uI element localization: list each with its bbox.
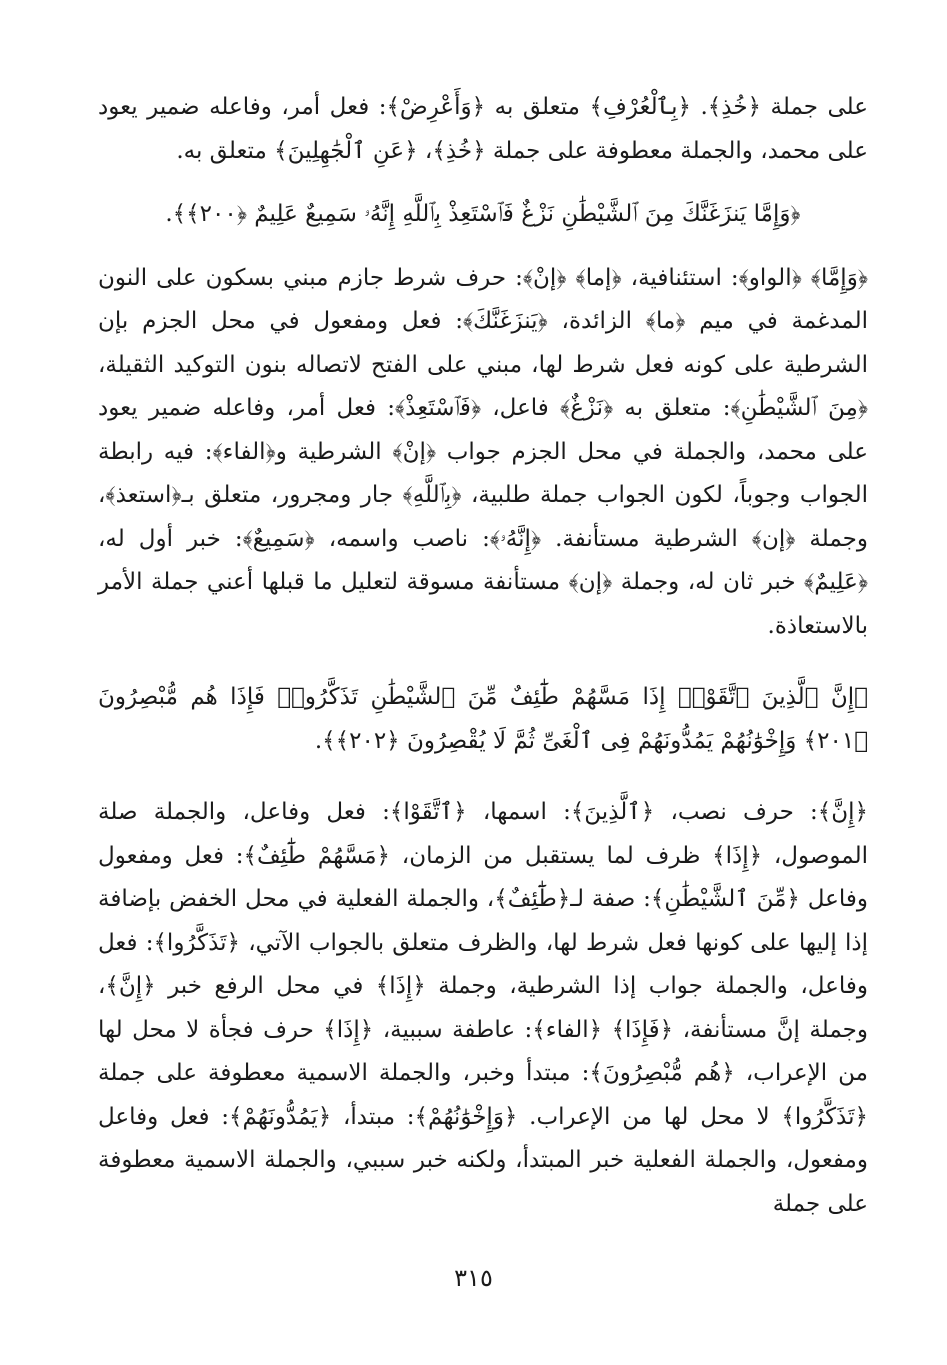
paragraph-2: ﴿وَإِمَّا﴾ ﴿الواو﴾: استئنافية، ﴿إما﴾ ﴿إنْ﴾: حرف شرط جازم مبني بسكون على النون المدغمة في ميم ﴿ما﴾ الزائدة، ﴿يَنزَغَنَّكَ﴾: فعل ومفعول في محل الجزم بإن الشرطية على كونه فعل شرط لها، مبني على الفتح لاتصاله بنون التوكيد الثقيلة، ﴿مِنَ ٱلشَّيْطَٰنِ﴾: متعلق به ﴿نَزْغٌ﴾ فاعل، ﴿فَٱسْتَعِذْ﴾: فعل أمر، وفاعله ضمير يعود على محمد، والجملة في محل الجزم جواب ﴿إنْ﴾ الشرطية و﴿الفاء﴾: فيه رابطة الجواب وجوباً، لكون الجواب جملة طلبية، ﴿بِٱللَّهِ﴾ جار ومجرور، متعلق بـ﴿استعذ﴾، وجملة ﴿إن﴾ الشرطية مستأنفة. ﴿إِنَّهُۥ﴾: ناصب واسمه، ﴿سَمِيعٌ﴾: خبر أول له، ﴿عَلِيمٌ﴾ خبر ثان له، وجملة ﴿إن﴾ مستأنفة مسوقة لتعليل ما قبلها أعني جملة الأمر بالاستعاذة.: [98, 264, 868, 639]
page-body: [98, 86, 868, 1226]
paragraph-3: ﴿إِنَّ﴾: حرف نصب، ﴿ٱلَّذِينَ﴾: اسمها، ﴿ٱتَّقَوْا﴾: فعل وفاعل، والجملة صلة الموصول، ﴿إِذَا﴾ ظرف لما يستقبل من الزمان، ﴿مَسَّهُمْ طَٰٓئِفٌ﴾: فعل ومفعول وفاعل ﴿مِّنَ ٱلشَّيْطَٰنِ﴾: صفة لـ﴿طَٰٓئِفٌ﴾، والجملة الفعلية في محل الخفض بإضافة إذا إليها على كونها فعل شرط لها، والظرف متعلق بالجواب الآتي، ﴿تَذَكَّرُوا﴾: فعل وفاعل، والجملة جواب إذا الشرطية، وجملة ﴿إِذَا﴾ في محل الرفع خبر ﴿إِنَّ﴾، وجملة إنَّ مستأنفة، ﴿فَإِذَا﴾ ﴿الفاء﴾: عاطفة سببية، ﴿إِذَا﴾ حرف فجأة لا محل لها من الإعراب، ﴿هُم مُّبْصِرُونَ﴾: مبتدأ وخبر، والجملة الاسمية معطوفة على جملة ﴿تَذَكَّرُوا﴾ لا محل لها من الإعراب. ﴿وَإِخْوَٰنُهُمْ﴾: مبتدأ، ﴿يَمُدُّونَهُمْ﴾: فعل وفاعل ومفعول، والجملة الفعلية خبر المبتدأ، ولكنه خبر سببي، والجملة الاسمية معطوفة على جملة: [98, 799, 868, 1217]
spacer: [98, 763, 868, 791]
quran-verse-201-202: ﴿إِنَّ ٱلَّذِينَ ٱتَّقَوْا۟ إِذَا مَسَّهُمْ طَٰٓئِفٌ مِّنَ ٱلشَّيْطَٰنِ تَذَكَّرُوا۟ فَإِذَا هُم مُّبْصِرُونَ ﴿٢٠١﴾ وَإِخْوَٰنُهُمْ يَمُدُّونَهُمْ فِى ٱلْغَىِّ ثُمَّ لَا يُقْصِرُونَ ﴿٢٠٢﴾﴾.: [98, 684, 868, 754]
spacer: [98, 173, 868, 193]
spacer: [98, 237, 868, 257]
page-number: ٣١٥: [454, 1264, 493, 1292]
quran-verse-200: ﴿وَإِمَّا يَنزَغَنَّكَ مِنَ ٱلشَّيْطَٰنِ نَزْغٌ فَٱسْتَعِذْ بِٱللَّهِ إِنَّهُۥ سَمِيعٌ عَلِيمٌ ﴿٢٠٠﴾﴾.: [165, 201, 801, 227]
paragraph-1: على جملة ﴿خُذِ﴾. ﴿بِٱلْعُرْفِ﴾ متعلق به ﴿وَأَعْرِضْ﴾: فعل أمر، وفاعله ضمير يعود على محمد، والجملة معطوفة على جملة ﴿خُذِ﴾، ﴿عَنِ ٱلْجَٰهِلِينَ﴾ متعلق به.: [98, 94, 868, 164]
spacer: [98, 648, 868, 676]
